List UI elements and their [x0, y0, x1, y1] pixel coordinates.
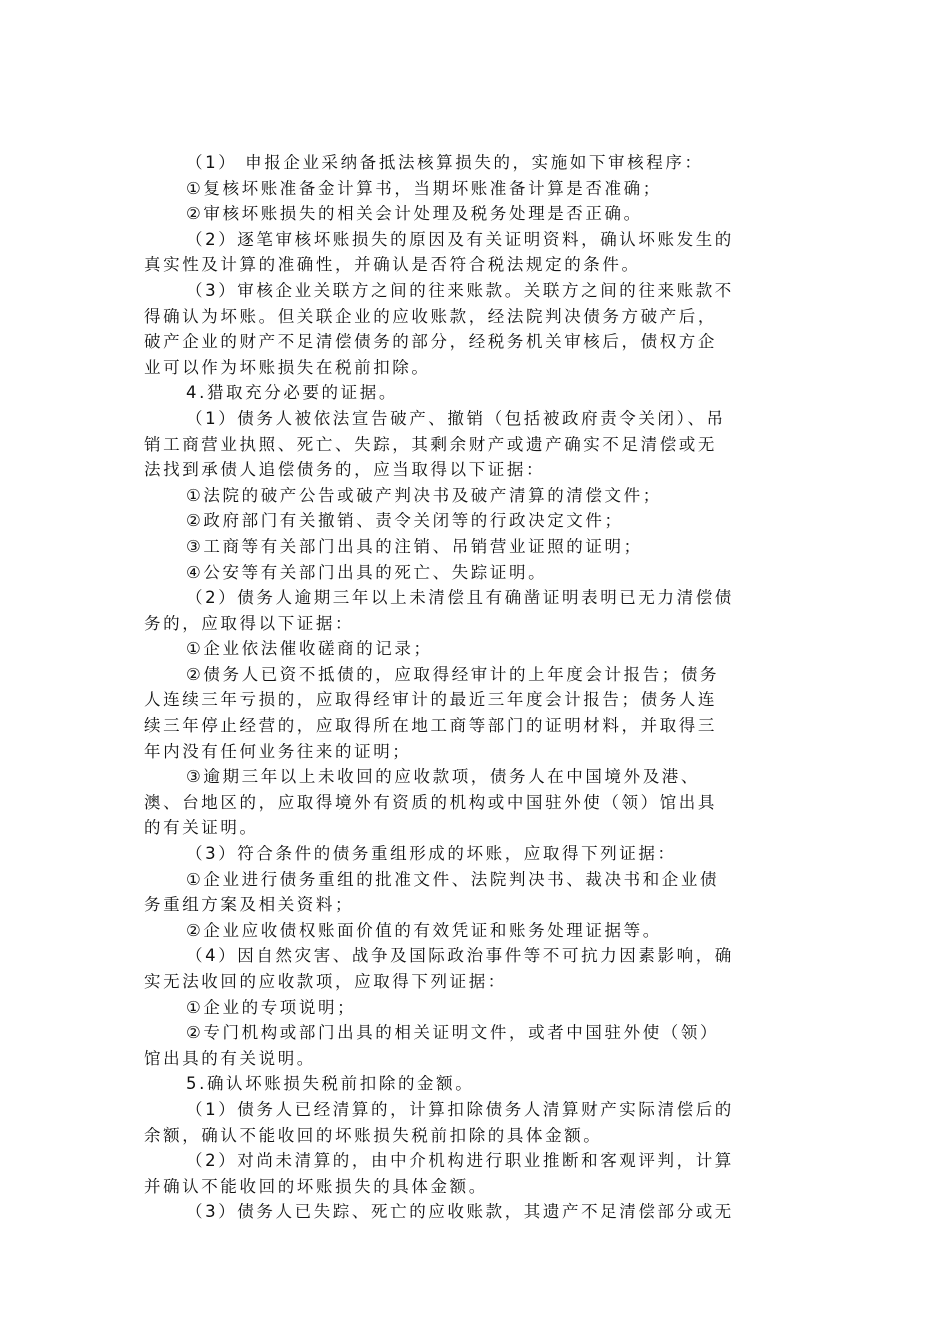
- text-line: （2）逐笔审核坏账损失的原因及有关证明资料，确认坏账发生的: [186, 229, 734, 249]
- text-line: ②审核坏账损失的相关会计处理及税务处理是否正确。: [186, 204, 643, 224]
- text-line: （3）符合条件的债务重组形成的坏账，应取得下列证据：: [186, 844, 677, 864]
- text-line: 破产企业的财产不足清偿债务的部分，经税务机关审核后，债权方企: [144, 332, 717, 352]
- text-line: （3）审核企业关联方之间的往来账款。关联方之间的往来账款不: [186, 280, 734, 300]
- text-line: 5.确认坏账损失税前扣除的金额。: [186, 1074, 475, 1094]
- text-line: ③逾期三年以上未收回的应收款项，债务人在中国境外及港、: [186, 767, 700, 787]
- text-line: 并确认不能收回的坏账损失的具体金额。: [144, 1176, 488, 1196]
- text-line: ②债务人已资不抵债的，应取得经审计的上年度会计报告；债务: [186, 664, 720, 684]
- text-line: （1）债务人已经清算的，计算扣除债务人清算财产实际清偿后的: [186, 1099, 734, 1119]
- text-line: 4.猎取充分必要的证据。: [186, 383, 398, 403]
- document-body: [144, 150, 804, 1225]
- text-line: 务的，应取得以下证据：: [144, 613, 355, 633]
- text-line: （3）债务人已失踪、死亡的应收账款，其遗产不足清偿部分或无: [186, 1202, 734, 1222]
- text-line: 法找到承债人追偿债务的，应当取得以下证据：: [144, 460, 546, 480]
- text-line: （1）债务人被依法宣告破产、撤销（包括被政府责令关闭）、吊: [186, 408, 726, 428]
- text-line: 务重组方案及相关资料；: [144, 895, 355, 915]
- text-line: ①企业进行债务重组的批准文件、法院判决书、裁决书和企业债: [186, 869, 720, 889]
- text-line: 实无法收回的应收款项，应取得下列证据：: [144, 972, 507, 991]
- text-line: 业可以作为坏账损失在税前扣除。: [144, 357, 431, 377]
- text-line: （4）因自然灾害、战争及国际政治事件等不可抗力因素影响，确: [186, 946, 734, 966]
- text-line: 余额，确认不能收回的坏账损失税前扣除的具体金额。: [144, 1125, 603, 1145]
- text-line: ②政府部门有关撤销、责令关闭等的行政决定文件；: [186, 511, 624, 531]
- text-line: 的有关证明。: [144, 818, 259, 838]
- text-line: 人连续三年亏损的，应取得经审计的最近三年度会计报告；债务人连: [144, 690, 717, 710]
- text-line: 澳、台地区的，应取得境外有资质的机构或中国驻外使（领）馆出具: [144, 792, 717, 812]
- text-line: ①法院的破产公告或破产判决书及破产清算的清偿文件；: [186, 485, 662, 505]
- text-line: 销工商营业执照、死亡、失踪，其剩余财产或遗产确实不足清偿或无: [144, 434, 717, 454]
- text-line: 续三年停止经营的，应取得所在地工商等部门的证明材料，并取得三: [144, 716, 717, 736]
- text-line: （2）债务人逾期三年以上未清偿且有确凿证明表明已无力清偿债: [186, 588, 734, 608]
- text-line: ①企业的专项说明；: [186, 997, 357, 1017]
- text-line: ①企业依法催收磋商的记录；: [186, 639, 433, 659]
- text-line: ④公安等有关部门出具的死亡、失踪证明。: [186, 562, 548, 582]
- text-line: 年内没有任何业务往来的证明；: [144, 741, 412, 761]
- text-line: 真实性及计算的准确性，并确认是否符合税法规定的条件。: [144, 255, 641, 275]
- text-line: ②专门机构或部门出具的相关证明文件，或者中国驻外使（领）: [186, 1023, 720, 1043]
- text-line: 馆出具的有关说明。: [144, 1048, 316, 1068]
- text-line: 得确认为坏账。但关联企业的应收账款，经法院判决债务方破产后，: [144, 306, 717, 326]
- text-line: （1） 申报企业采纳备抵法核算损失的，实施如下审核程序：: [186, 153, 704, 172]
- text-line: ②企业应收债权账面价值的有效凭证和账务处理证据等。: [186, 920, 662, 940]
- text-line: ①复核坏账准备金计算书，当期坏账准备计算是否准确；: [186, 178, 662, 198]
- text-line: ③工商等有关部门出具的注销、吊销营业证照的证明；: [186, 536, 643, 556]
- text-line: （2）对尚未清算的，由中介机构进行职业推断和客观评判，计算: [186, 1151, 734, 1171]
